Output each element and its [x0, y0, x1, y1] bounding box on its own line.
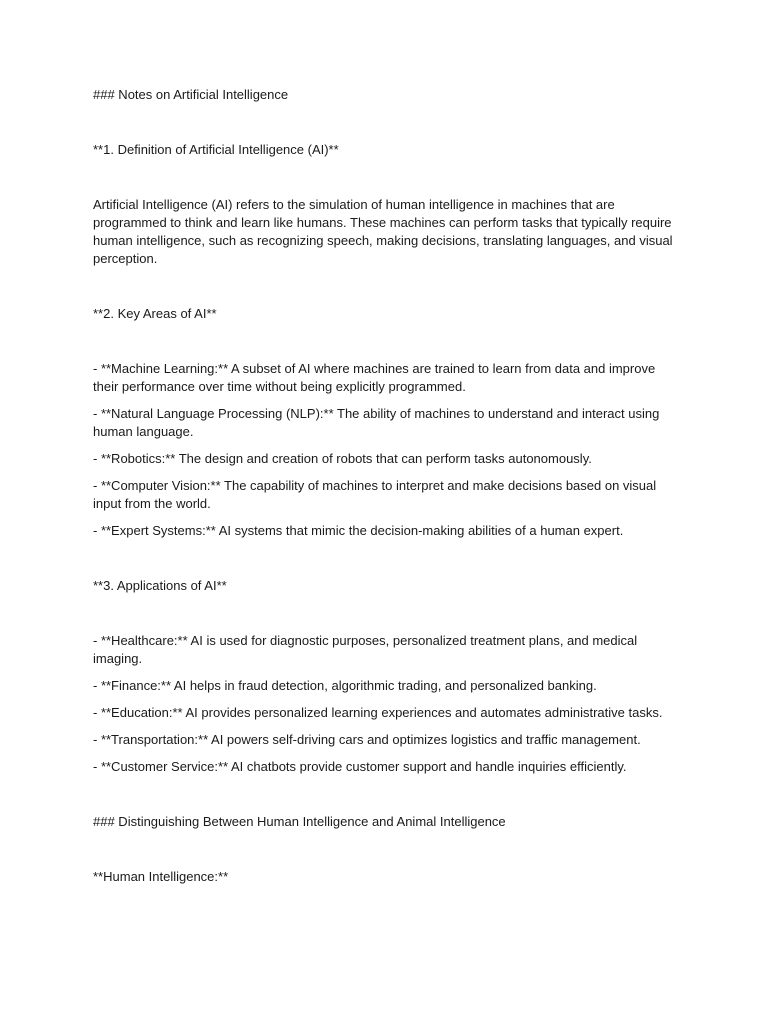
section-3-title: **3. Applications of AI** — [93, 578, 227, 593]
heading-distinguishing-intelligence: ### Distinguishing Between Human Intelligence and Animal Intelligence — [93, 814, 506, 829]
list-item-expert-systems: - **Expert Systems:** AI systems that mimic the decision-making abilities of a human expert. — [93, 523, 624, 538]
list-item-customer-service: - **Customer Service:** AI chatbots provide customer support and handle inquiries efficiently. — [93, 759, 627, 774]
section-1-body: Artificial Intelligence (AI) refers to the simulation of human intelligence in machines that are programmed to think and learn like humans. These machines can perform tasks that typically require human intelligence, such as recognizing speech, making decisions, translating languages, and visual perception. — [93, 197, 673, 266]
list-item-finance: - **Finance:** AI helps in fraud detection, algorithmic trading, and personalized banking. — [93, 678, 597, 693]
list-item-computer-vision: - **Computer Vision:** The capability of machines to interpret and make decisions based on visual input from the world. — [93, 478, 657, 511]
list-item-education: - **Education:** AI provides personalized learning experiences and automates administrative tasks. — [93, 705, 663, 720]
list-item-robotics: - **Robotics:** The design and creation of robots that can perform tasks autonomously. — [93, 451, 592, 466]
list-item-nlp: - **Natural Language Processing (NLP):** The ability of machines to understand and interact using human language. — [93, 406, 660, 439]
section-1-title: **1. Definition of Artificial Intelligence (AI)** — [93, 142, 339, 157]
list-item-transportation: - **Transportation:** AI powers self-driving cars and optimizes logistics and traffic management. — [93, 732, 641, 747]
list-item-machine-learning: - **Machine Learning:** A subset of AI where machines are trained to learn from data and improve their performance over time without being explicitly programmed. — [93, 361, 656, 394]
list-item-healthcare: - **Healthcare:** AI is used for diagnostic purposes, personalized treatment plans, and medical imaging. — [93, 633, 638, 666]
heading-notes-ai: ### Notes on Artificial Intelligence — [93, 87, 289, 102]
section-2-title: **2. Key Areas of AI** — [93, 306, 217, 321]
human-intelligence-title: **Human Intelligence:** — [93, 869, 229, 884]
document-content — [93, 86, 683, 886]
